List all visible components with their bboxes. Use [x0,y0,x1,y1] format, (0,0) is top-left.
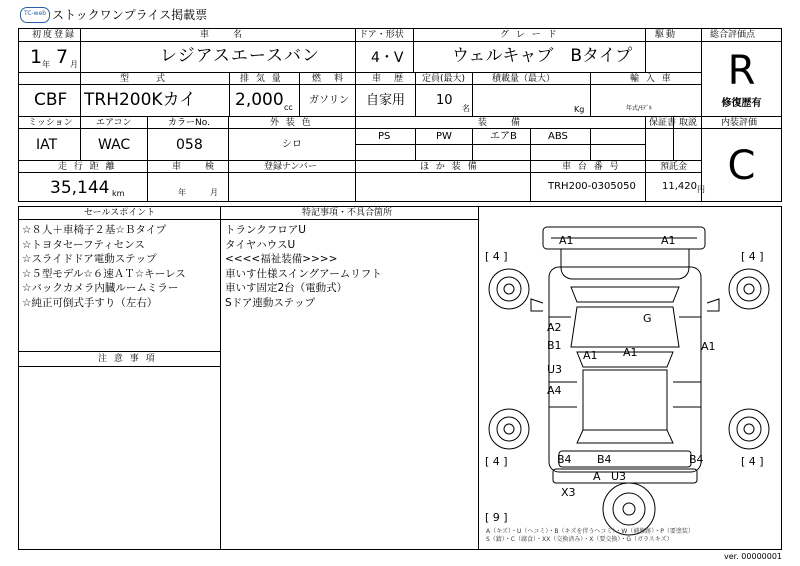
equip-ps: PS [378,131,391,142]
list-item: タイヤハウスU [225,238,296,251]
label-import: 輸 入 車 [630,74,673,84]
label-interior-eval: 内装評価 [721,118,758,128]
fuel-value: ガソリン [309,95,349,106]
label-other-equip: ほ か 装 備 [420,162,479,172]
damage-mark: A1 [661,234,676,247]
damage-mark: G [643,312,652,325]
label-first-reg: 初度登録 [32,30,77,40]
page-title: ストックワンプライス掲載票 [52,8,208,22]
damage-mark: B4 [557,453,572,466]
damage-mark: A [593,470,601,483]
damage-mark: A1 [623,346,638,359]
label-model: 型 式 [120,74,169,84]
label-capacity: 定員(最大) [422,74,466,84]
legend [486,528,694,544]
door-value: 4・V [371,50,404,66]
label-exterior-color: 外 装 色 [270,118,313,128]
label-cautions: 注 意 事 項 [98,354,157,364]
list-item: ☆トヨタセーフティセンス [22,238,145,251]
label-grade: グ レ ー ド [500,30,559,40]
equip-airbag: エアB [490,131,517,142]
overall-grade: R [727,47,756,94]
list-item: <<<<福祉装備>>>> [225,253,338,266]
damage-mark: B1 [547,339,562,352]
list-item: 車いす固定2台（電動式） [225,282,348,295]
list-item: ☆８人＋車椅子２基☆Ｂタイプ [22,224,167,236]
damage-mark: X3 [561,486,576,499]
shaken-month-unit: 月 [210,188,218,197]
damage-mark: A1 [701,340,716,353]
logo [20,7,50,23]
color-no-value: 058 [176,137,203,153]
mileage-unit: km [112,189,125,198]
label-fuel: 燃 料 [312,74,346,84]
tire-rl-label: [ 4 ] [485,455,508,468]
list-item: ☆５型モデル☆６速ＡＴ☆キーレス [22,267,186,280]
tire-fr-label: [ 4 ] [741,250,764,263]
overall-eval-box [701,42,782,116]
capacity-value: 10 [436,93,453,108]
label-aircon: エアコン [96,118,132,128]
label-reg-number: 登録ナンバー [264,162,317,172]
label-warranty: 保証書 [649,118,677,128]
first-reg-year-unit: 年 [42,60,50,69]
label-inspection: 取説 [679,118,698,128]
list-item: ☆バックカメラ内臓ルームミラー [22,282,179,295]
interior-eval-box [701,129,782,202]
model-value: TRH200Kカイ [84,90,197,110]
label-drive: 駆動 [655,30,678,40]
label-sales-points: セールスポイント [84,208,156,218]
first-reg-year: 1 [30,46,43,68]
label-equipment: 装 備 [478,118,523,128]
label-shaken: 車 検 [172,162,217,172]
legend-line: A（キズ）・U（ヘコミ）・B（キズを伴うヘコミ）・W（補修跡）・P（要塗装） [486,528,694,535]
equip-abs: ABS [548,131,568,142]
tire-fl-label: [ 4 ] [485,250,508,263]
displacement-value: 2,000 [235,90,284,110]
mileage-value: 35,144 [50,178,110,198]
special-notes-list [225,223,382,311]
capacity-unit: 名 [462,104,470,113]
first-reg-month: 7 [56,46,69,68]
tire-rr-label: [ 4 ] [741,455,764,468]
legend-line: S（錆）・C（腐食）・XX（交換済み）・X（要交換）・G（ガラスキズ） [486,536,673,543]
damage-mark: A4 [547,384,562,397]
label-history: 車 歴 [372,74,406,84]
logo-text: TC-web [24,10,47,17]
interior-grade: C [727,142,756,189]
label-door-shape: ドア・形状 [359,30,404,40]
list-item: ☆スライドドア電動ステップ [22,253,157,266]
damage-mark: B4 [689,453,704,466]
list-item: ☆純正可倒式手すり（左右） [22,296,158,309]
car-name-value: レジアスエースバン [160,46,321,66]
label-mileage: 走 行 距 離 [58,162,117,172]
mission-value: IAT [36,137,58,153]
damage-mark: B4 [597,453,612,466]
label-deposit: 預託金 [660,162,688,172]
shaken-year-unit: 年 [178,188,186,197]
model-prefix: CBF [34,90,68,110]
load-unit: Kg [574,105,585,114]
version-label: ver. 00000001 [724,552,783,561]
sales-points-list [22,223,186,311]
aircon-value: WAC [98,137,131,153]
frame-no-value: TRH200-0305050 [548,181,636,192]
damage-mark: U3 [547,363,563,376]
damage-mark: A1 [559,234,574,247]
grade-value: ウェルキャブ Bタイプ [452,46,633,66]
label-mission: ミッション [28,118,73,128]
deposit-value: 11,420 [662,181,697,192]
displacement-unit: cc [284,103,293,112]
overall-grade-note: 修復歴有 [721,97,762,109]
label-car-name: 車 名 [200,30,245,40]
first-reg-month-unit: 月 [70,60,78,69]
label-overall-eval: 総合評価点 [710,30,756,40]
list-item: トランクフロアU [225,224,306,236]
deposit-unit: 円 [697,185,705,194]
car-damage-diagram [479,207,781,549]
list-item: 車いす仕様スイングアームリフト [225,267,382,280]
label-frame-no: 車 台 番 号 [562,162,621,172]
spare-tire-label: [ 9 ] [485,511,508,524]
import-note: 年式/ﾓﾃﾞﾙ [626,105,653,112]
exterior-color-value: シロ [282,139,302,150]
damage-mark: U3 [611,470,627,483]
history-value: 自家用 [366,93,406,108]
label-color-no: カラーNo. [168,118,210,128]
label-displacement: 排 気 量 [240,74,283,84]
damage-mark: A1 [583,349,598,362]
label-load: 積載量（最大） [492,74,556,84]
label-special-notes: 特記事項・不具合箇所 [302,208,393,218]
damage-mark: A2 [547,321,562,334]
equip-pw: PW [436,131,452,142]
list-item: Sドア連動ステップ [225,296,316,309]
